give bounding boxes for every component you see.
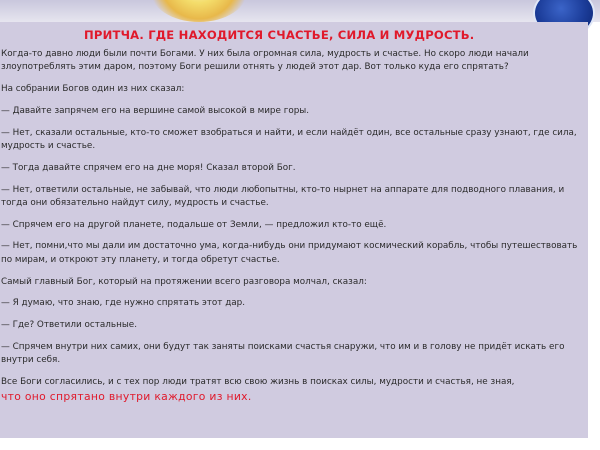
paragraph: — Спрячем внутри них самих, они будут так заняты поисками счастья снаружи, что им и в голову не придёт искать его внутри себя. bbox=[1, 341, 565, 366]
paragraph: — Я думаю, что знаю, где нужно спрятать этот дар. bbox=[1, 298, 246, 309]
paragraph: — Давайте запрячем его на вершине самой высокой в мире горы. bbox=[1, 105, 310, 116]
paragraph: — Нет, ответили остальные, не забывай, что люди любопытны, кто-то нырнет на аппарате для подводного плавания, и тогда они обязательно найдут силу, мудрость и счастье. bbox=[1, 184, 565, 208]
paragraph: — Нет, сказали остальные, кто-то сможет взобраться и найти, и если найдёт один, все остальные сразу узнают, где сила, мудрость и счастье. bbox=[1, 127, 577, 151]
header-decoration bbox=[0, 0, 600, 22]
paragraph: — Нет, помни,что мы дали им достаточно ума, когда-нибудь они придумают космический корабль, чтобы путешествовать по мирам, и откроют эту планету, и тогда обретут счастье. bbox=[1, 241, 578, 265]
paragraph: — Спрячем его на другой планете, подальше от Земли, — предложил кто-то ещё. bbox=[1, 219, 387, 230]
closing-paragraph bbox=[0, 376, 587, 404]
parable-panel bbox=[0, 22, 588, 438]
page-title: ПРИТЧА. ГДЕ НАХОДИТСЯ СЧАСТЬЕ, СИЛА И МУДРОСТЬ. bbox=[84, 28, 475, 42]
paragraph: Когда-то давно люди были почти Богами. У них была огромная сила, мудрость и счастье. Но скоро люди начали злоупотреблять этим даром, поэтому Боги решили отнять у людей этот дар. Вот только куда его спрятать? bbox=[1, 49, 529, 73]
closing-text: Все Боги согласились, и с тех пор люди тратят всю свою жизнь в поисках силы, мудрости и счастья, не зная, bbox=[1, 377, 515, 388]
paragraph: — Где? Ответили остальные. bbox=[1, 320, 137, 331]
paragraph: — Тогда давайте спрячем его на дне моря! Сказал второй Бог. bbox=[1, 162, 296, 173]
closing-highlight: что оно спрятано внутри каждого из них. bbox=[1, 390, 252, 404]
paragraph: На собрании Богов один из них сказал: bbox=[1, 84, 185, 95]
paragraph: Самый главный Бог, который на протяжении всего разговора молчал, сказал: bbox=[1, 276, 367, 287]
footer-strip bbox=[0, 438, 600, 450]
